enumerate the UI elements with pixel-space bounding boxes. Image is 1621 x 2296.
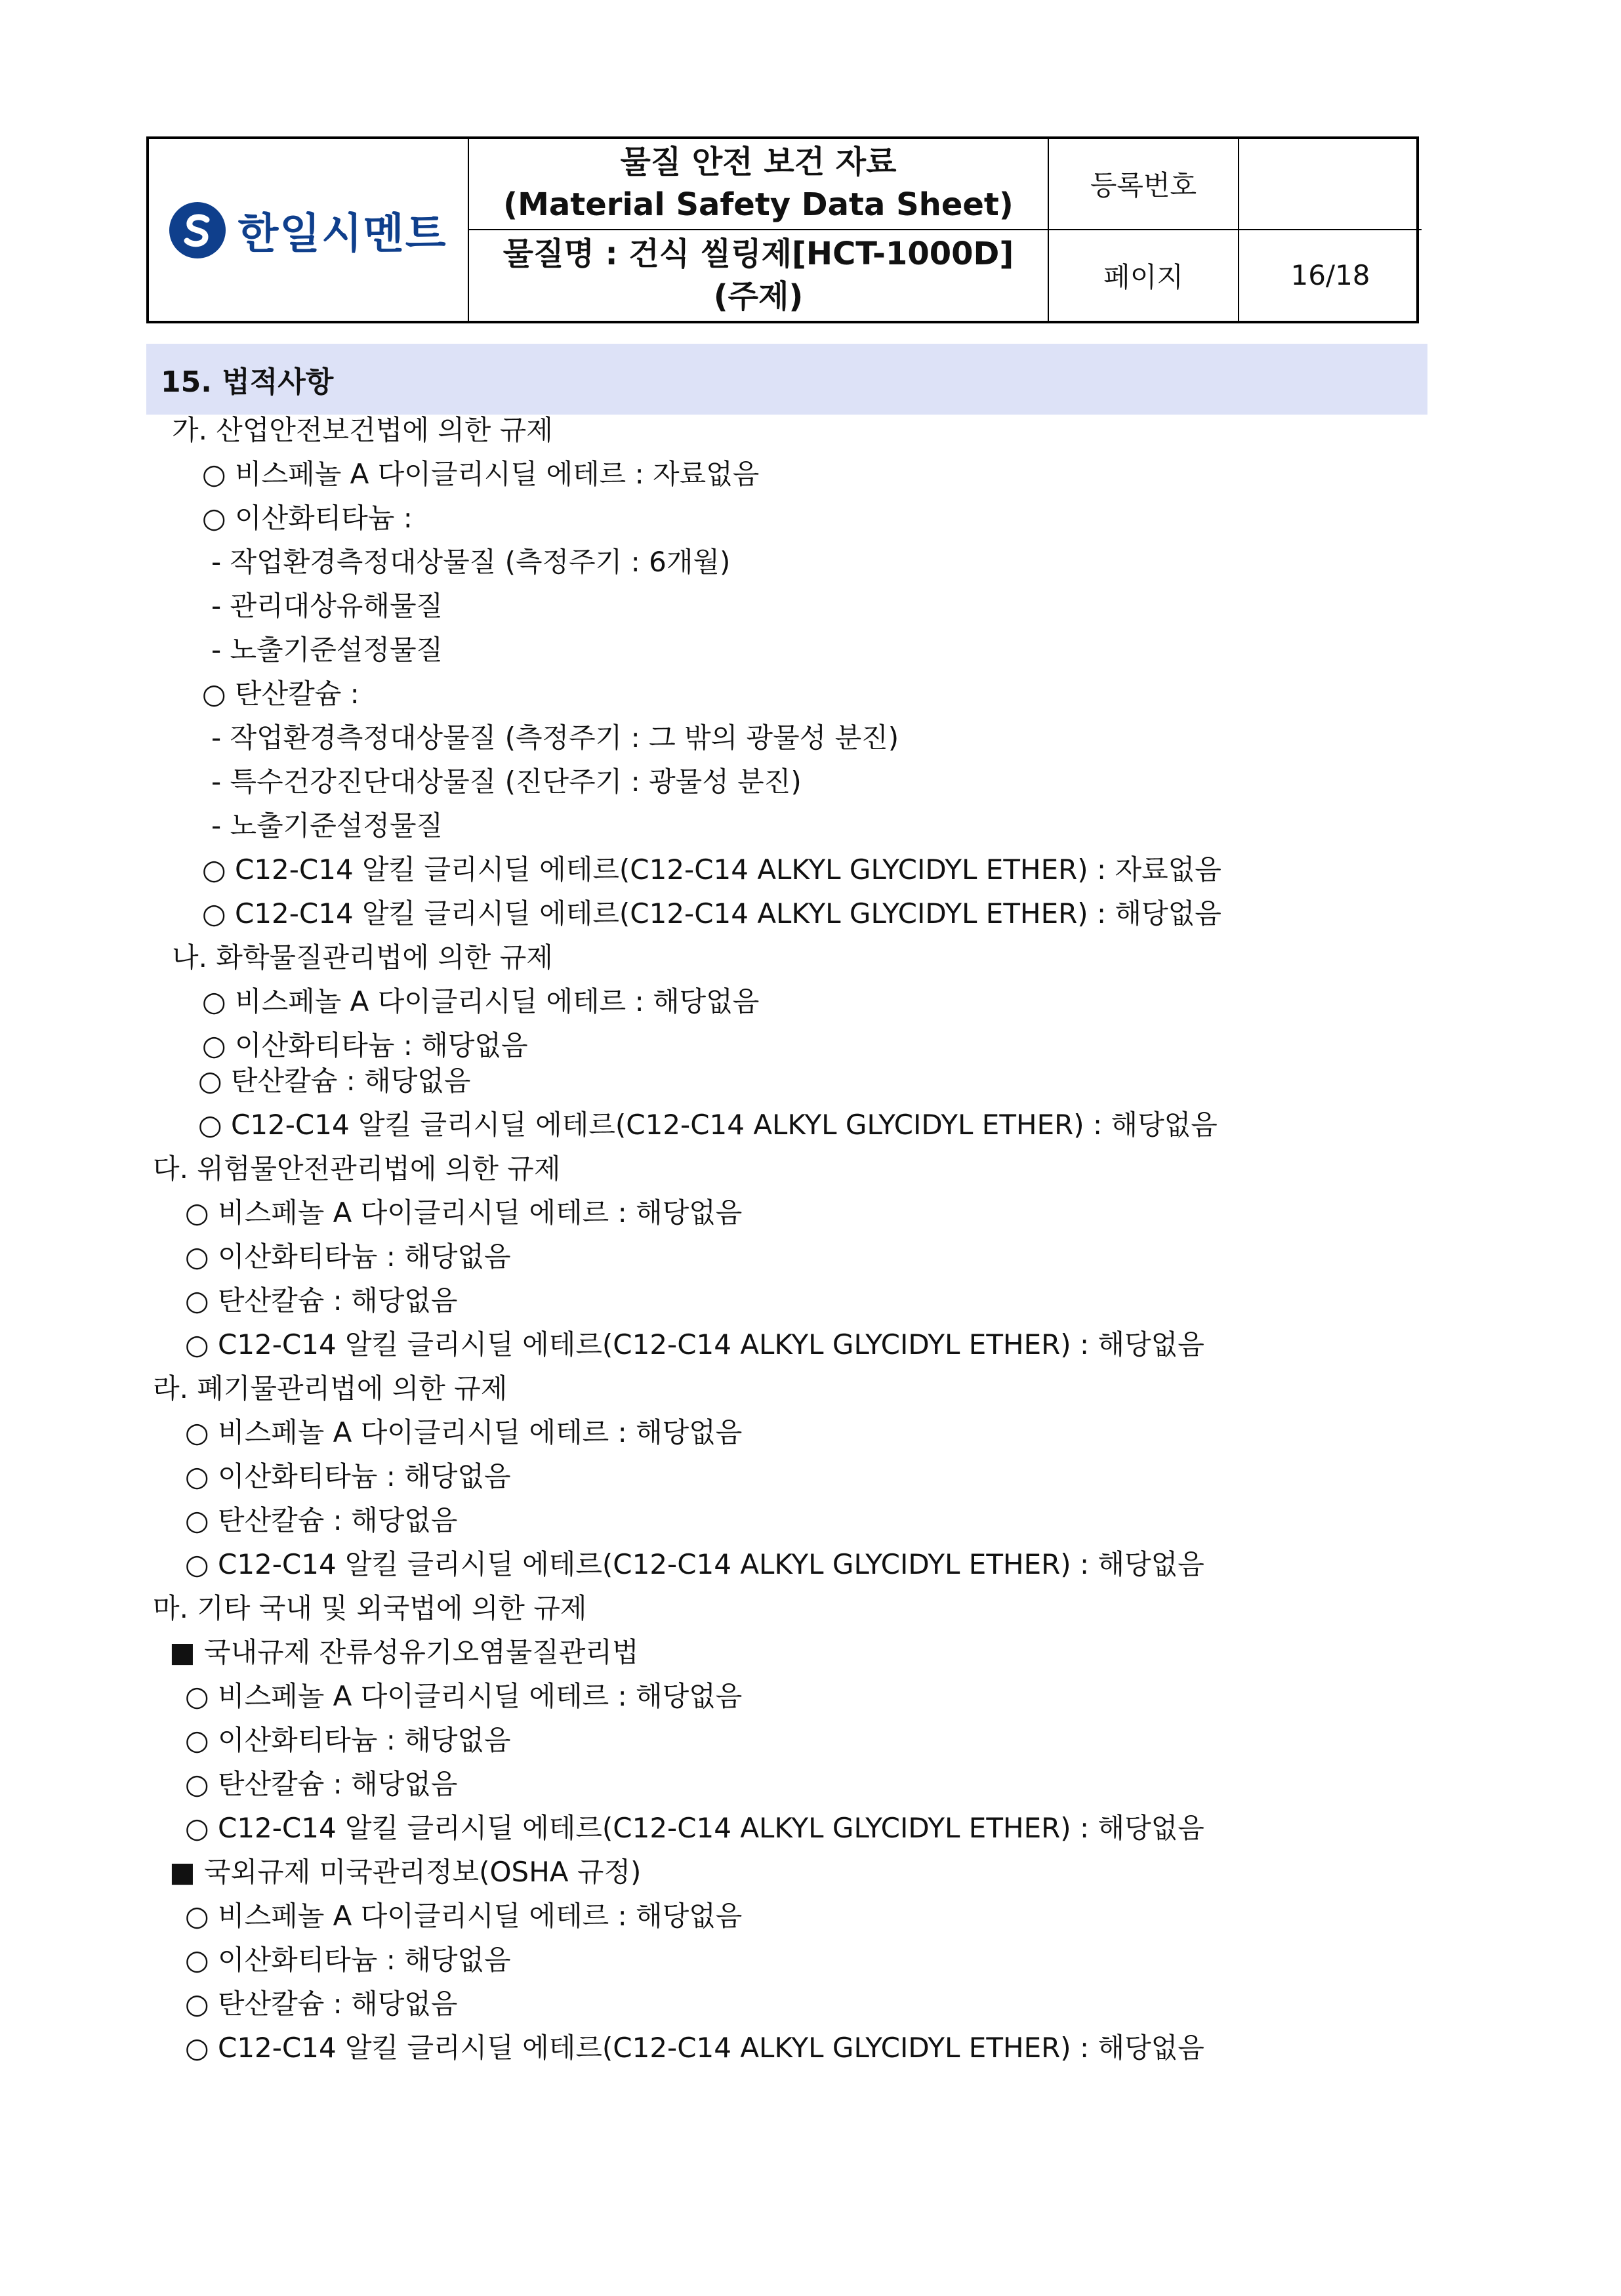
list-item: ○ C12-C14 알킬 글리시딜 에테르(C12-C14 ALKYL GLYCIDYL ETHER) : 해당없음 bbox=[202, 897, 1221, 930]
list-item: ○ C12-C14 알킬 글리시딜 에테르(C12-C14 ALKYL GLYCIDYL ETHER) : 해당없음 bbox=[185, 1548, 1204, 1580]
company-name: 한일시멘트 bbox=[237, 209, 447, 258]
list-item: - 작업환경측정대상물질 (측정주기 : 6개월) bbox=[211, 546, 731, 578]
registration-number-label: 등록번호 bbox=[1049, 139, 1239, 230]
list-item: - 특수건강진단대상물질 (진단주기 : 광물성 분진) bbox=[211, 766, 802, 798]
list-item: ○ 비스페놀 A 다이글리시딜 에테르 : 해당없음 bbox=[185, 1197, 743, 1229]
company-logo-icon bbox=[169, 202, 226, 258]
list-item: ○ 이산화티타늄 : 해당없음 bbox=[185, 1724, 511, 1756]
subsection-heading: 라. 폐기물관리법에 의한 규제 bbox=[153, 1372, 508, 1404]
list-item: ○ 탄산칼슘 : 해당없음 bbox=[198, 1065, 471, 1097]
list-item: ○ 탄산칼슘 : 해당없음 bbox=[185, 1988, 458, 2020]
subsection-heading: 다. 위험물안전관리법에 의한 규제 bbox=[153, 1153, 561, 1185]
list-item: ○ 비스페놀 A 다이글리시딜 에테르 : 해당없음 bbox=[185, 1680, 743, 1712]
sub-heading: ■ 국외규제 미국관리정보(OSHA 규정) bbox=[169, 1856, 642, 1888]
registration-number-value bbox=[1239, 139, 1422, 230]
title-korean: 물질 안전 보건 자료 bbox=[620, 144, 897, 181]
list-item: ○ C12-C14 알킬 글리시딜 에테르(C12-C14 ALKYL GLYCIDYL ETHER) : 해당없음 bbox=[185, 2032, 1204, 2064]
list-item: ○ C12-C14 알킬 글리시딜 에테르(C12-C14 ALKYL GLYCIDYL ETHER) : 자료없음 bbox=[202, 853, 1221, 886]
list-item: ○ C12-C14 알킬 글리시딜 에테르(C12-C14 ALKYL GLYCIDYL ETHER) : 해당없음 bbox=[185, 1328, 1204, 1361]
list-item: - 노출기준설정물질 bbox=[211, 634, 443, 666]
list-item: - 작업환경측정대상물질 (측정주기 : 그 밖의 광물성 분진) bbox=[211, 722, 899, 754]
product-name bbox=[469, 230, 1049, 321]
list-item: ○ 탄산칼슘 : 해당없음 bbox=[185, 1284, 458, 1317]
subsection-heading: 나. 화학물질관리법에 의한 규제 bbox=[172, 941, 553, 974]
list-item: ○ 이산화티타늄 : 해당없음 bbox=[185, 1240, 511, 1273]
product-name-line1: 물질명 : 건식 씰링제[HCT-1000D] bbox=[503, 235, 1014, 272]
list-item: - 노출기준설정물질 bbox=[211, 810, 443, 842]
company-logo bbox=[149, 139, 469, 321]
list-item: ○ 탄산칼슘 : 해당없음 bbox=[185, 1504, 458, 1536]
product-name-line2: (주제) bbox=[713, 277, 804, 315]
page-label: 페이지 bbox=[1049, 230, 1239, 321]
list-item: - 관리대상유해물질 bbox=[211, 590, 443, 622]
list-item: ○ 비스페놀 A 다이글리시딜 에테르 : 해당없음 bbox=[202, 985, 760, 1017]
sub-heading: ■ 국내규제 잔류성유기오염물질관리법 bbox=[169, 1636, 639, 1668]
list-item: ○ C12-C14 알킬 글리시딜 에테르(C12-C14 ALKYL GLYCIDYL ETHER) : 해당없음 bbox=[185, 1812, 1204, 1844]
list-item: ○ 이산화티타늄 : bbox=[202, 502, 413, 534]
list-item: ○ 탄산칼슘 : 해당없음 bbox=[185, 1768, 458, 1800]
list-item: ○ 비스페놀 A 다이글리시딜 에테르 : 자료없음 bbox=[202, 458, 760, 490]
subsection-heading: 마. 기타 국내 및 외국법에 의한 규제 bbox=[153, 1592, 587, 1624]
list-item: ○ 이산화티타늄 : 해당없음 bbox=[185, 1460, 511, 1492]
list-item: ○ C12-C14 알킬 글리시딜 에테르(C12-C14 ALKYL GLYCIDYL ETHER) : 해당없음 bbox=[198, 1109, 1218, 1141]
list-item: ○ 비스페놀 A 다이글리시딜 에테르 : 해당없음 bbox=[185, 1900, 743, 1932]
section-title: 15. 법적사항 bbox=[146, 344, 1427, 415]
document-header-table bbox=[146, 136, 1419, 323]
document-title bbox=[469, 139, 1049, 230]
subsection-heading: 가. 산업안전보건법에 의한 규제 bbox=[172, 414, 553, 446]
list-item: ○ 이산화티타늄 : 해당없음 bbox=[185, 1944, 511, 1976]
page-number: 16/18 bbox=[1290, 259, 1370, 292]
title-english: (Material Safety Data Sheet) bbox=[503, 186, 1014, 224]
list-item: ○ 비스페놀 A 다이글리시딜 에테르 : 해당없음 bbox=[185, 1416, 743, 1448]
list-item: ○ 이산화티타늄 : 해당없음 bbox=[202, 1029, 528, 1061]
list-item: ○ 탄산칼슘 : bbox=[202, 678, 359, 710]
